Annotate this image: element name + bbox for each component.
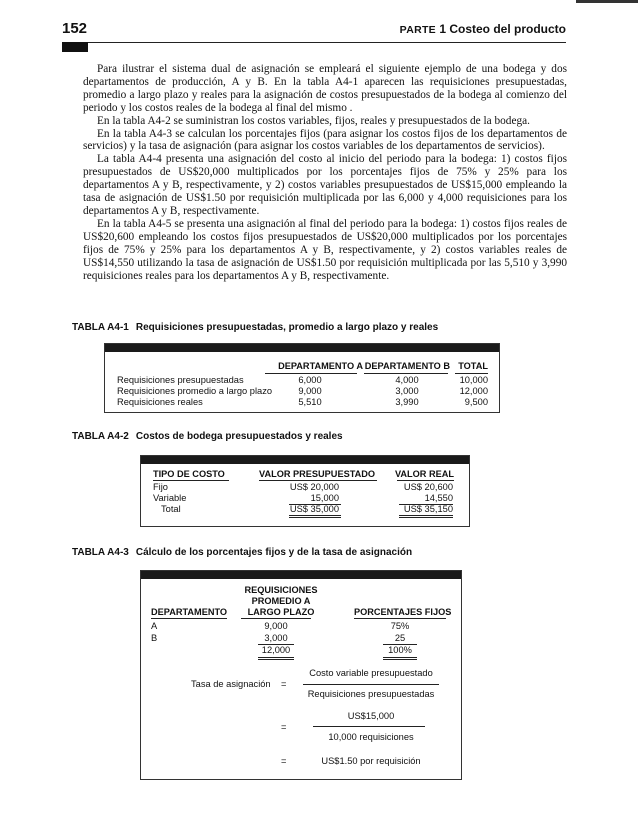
rate-result: US$1.50 por requisición	[321, 756, 421, 766]
table1-header-dept-b: DEPARTAMENTO B	[364, 361, 450, 371]
table2-cell: US$ 20,600	[403, 482, 453, 492]
table2-rule-type	[153, 480, 229, 481]
table3-topbar	[141, 571, 461, 579]
paragraph: La tabla A4-4 presenta una asignación del costo al inicio del periodo para la bodega: 1) costos fijos presupuestados de US$20,000 multiplicados por los porcentajes fijos de 75% y 25% para los departamentos A y B, respectivamente, y 2) costos variables presupuestados de US$15,000 empleando la tasa de asignación de US$1.50 por requisición multiplicada por las 6,000 y 4,000 requisiciones para los departamentos A y B, respectivamente.	[83, 153, 567, 217]
table2-row-label: Variable	[153, 493, 187, 503]
formula-numerator-1: Costo variable presupuestado	[309, 668, 433, 678]
table2-total-rule	[399, 517, 453, 518]
table3-cell: 75%	[390, 621, 410, 631]
table2-row-label: Fijo	[153, 482, 168, 492]
formula-denominator-1: Requisiciones presupuestadas	[307, 689, 435, 699]
table3-header-req-1: REQUISICIONES	[244, 585, 318, 595]
table3-row-dept: A	[151, 621, 158, 631]
table3-total-rule	[258, 659, 294, 660]
table1-cell: 3,990	[395, 397, 419, 407]
table2-row-label: Total	[161, 504, 181, 514]
table2-total-rule	[399, 515, 453, 516]
rate-label: Tasa de asignación	[191, 679, 271, 689]
table3-row-dept: B	[151, 633, 158, 643]
table2-cell: US$ 35,000	[289, 504, 339, 514]
header-rule	[62, 42, 566, 43]
paragraph: En la tabla A4-5 se presenta una asignación al final del periodo para la bodega: 1) costos fijos reales de US$20,600 empleando los costos fijos presupuestados de US$20,000 multiplicados por los porcentajes fijos de 75% y 25% para los departamentos A y B, respectivamente, y 2) costos variables reales de US$14,550 utilizando la tasa de asignación de US$1.50 por requisición multiplicada por las 5,510 y 3,990 requisiciones reales para los departamentos A y B, respectivamente.	[83, 217, 567, 282]
table3-cell: 25	[394, 633, 406, 643]
table3-total-pct: 100%	[388, 645, 412, 655]
table1-row-label: Requisiciones promedio a largo plazo	[117, 386, 273, 396]
table2	[140, 455, 470, 527]
table2-cell: US$ 20,000	[289, 482, 339, 492]
table1-caption	[72, 322, 438, 333]
table1-rule-a	[265, 373, 357, 374]
table3-header-pct: PORCENTAJES FIJOS	[354, 607, 452, 617]
table2-cell: US$ 35,150	[403, 504, 453, 514]
table3-label: TABLA A4-3	[72, 547, 129, 558]
table1-row-label: Requisiciones reales	[117, 397, 203, 407]
equals-sign: =	[281, 679, 287, 689]
table3-header-dept: DEPARTAMENTO	[151, 607, 228, 617]
table1-cell: 9,000	[298, 386, 322, 396]
table2-header-type: TIPO DE COSTO	[153, 469, 225, 479]
table2-total-rule	[289, 515, 341, 516]
table3	[140, 570, 462, 780]
table2-cell: 14,550	[424, 493, 453, 503]
table3-rule-req	[241, 618, 311, 619]
formula-denominator-2: 10,000 requisiciones	[328, 732, 414, 742]
table1-cell: 3,000	[395, 386, 419, 396]
table3-total-req: 12,000	[261, 645, 291, 655]
table2-title: Costos de bodega presupuestados y reales	[135, 431, 343, 442]
equals-sign: =	[281, 722, 287, 732]
page-number: 152	[62, 20, 88, 37]
paragraph: En la tabla A4-2 se suministran los costos variables, fijos, reales y presupuestados de la bodega.	[97, 114, 530, 127]
table3-header-req-2: PROMEDIO A	[251, 596, 311, 606]
part-title: 1 Costeo del producto	[435, 22, 566, 36]
table2-header-budget: VALOR PRESUPUESTADO	[259, 469, 376, 479]
table3-total-rule	[383, 659, 417, 660]
table1-rule-total	[455, 373, 488, 374]
table1-cell: 10,000	[459, 375, 488, 385]
part-label: PARTE	[399, 24, 436, 36]
table1-cell: 5,510	[298, 397, 322, 407]
table2-topbar	[141, 456, 469, 464]
table1-cell: 9,500	[464, 397, 488, 407]
table1-cell: 4,000	[395, 375, 419, 385]
table3-total-rule	[383, 657, 417, 658]
table3-rule-dept	[151, 618, 227, 619]
header-block	[62, 42, 88, 52]
table1-topbar	[105, 344, 499, 352]
table2-caption	[72, 431, 343, 442]
formula-numerator-2: US$15,000	[347, 711, 395, 721]
table3-rule-pct	[354, 618, 446, 619]
paragraph: Para ilustrar el sistema dual de asignación se empleará el siguiente ejemplo de una bodega y dos departamentos de producción, A y B. En la tabla A4-1 aparecen las requisiciones presupuestadas, promedio a largo plazo y reales para la asignación de costos presupuestados de la bodega al comienzo del periodo y los costos reales de la bodega al final del mismo .	[83, 63, 567, 114]
table3-cell: 9,000	[264, 621, 288, 631]
table1-header-dept-a: DEPARTAMENTO A	[278, 361, 363, 371]
table3-header-req-3: LARGO PLAZO	[247, 607, 315, 617]
table2-header-actual: VALOR REAL	[394, 469, 454, 479]
table1-cell: 12,000	[459, 386, 488, 396]
fraction-bar-1	[303, 684, 439, 685]
table3-caption	[72, 547, 412, 558]
body-text	[83, 63, 567, 282]
table1-rule-b	[364, 373, 448, 374]
table2-label: TABLA A4-2	[72, 431, 129, 442]
table1-cell: 6,000	[298, 375, 322, 385]
running-head	[400, 22, 566, 36]
table1	[104, 343, 500, 413]
table1-row-label: Requisiciones presupuestadas	[117, 375, 244, 385]
table1-header-total: TOTAL	[458, 361, 488, 371]
table2-total-rule	[289, 517, 341, 518]
table3-cell: 3,000	[264, 633, 288, 643]
table3-title: Cálculo de los porcentajes fijos y de la tasa de asignación	[135, 547, 413, 558]
table1-title: Requisiciones presupuestadas, promedio a largo plazo y reales	[135, 322, 439, 333]
equals-sign: =	[281, 756, 287, 766]
table2-rule-actual	[397, 480, 454, 481]
paragraph: En la tabla A4-3 se calculan los porcentajes fijos (para asignar los costos fijos de los departamentos de servicios) y la tasa de asignación (para asignar los costos variables de los departamentos de servicios).	[83, 127, 567, 153]
table2-cell: 15,000	[310, 493, 339, 503]
table3-total-rule	[258, 657, 294, 658]
table1-label: TABLA A4-1	[72, 322, 129, 333]
corner-bar	[576, 0, 638, 3]
table2-rule-budget	[259, 480, 377, 481]
fraction-bar-2	[313, 726, 425, 727]
